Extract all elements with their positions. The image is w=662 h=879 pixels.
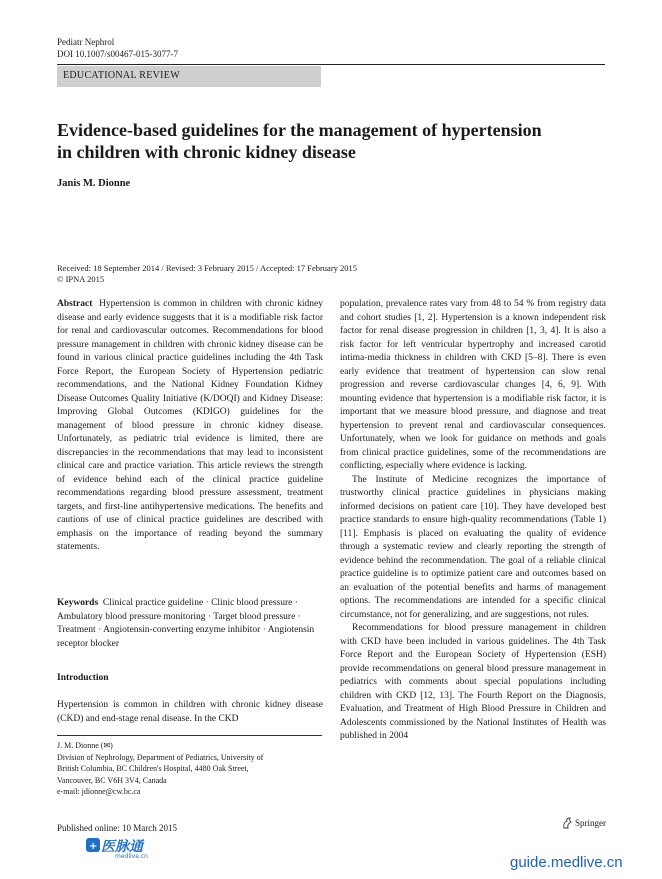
section-label: EDUCATIONAL REVIEW	[63, 70, 180, 81]
author-name: Janis M. Dionne	[57, 178, 131, 189]
author-footnote	[57, 740, 323, 798]
history-dates: Received: 18 September 2014 / Revised: 3 February 2015 / Accepted: 17 February 2015	[57, 263, 358, 273]
keywords	[57, 597, 323, 651]
title-line-2: in children with chronic kidney disease	[57, 142, 356, 162]
footnote-affiliation-3: Vancouver, BC V6H 3V4, Canada	[57, 775, 167, 785]
header-rule	[57, 64, 605, 65]
section-banner	[57, 66, 321, 87]
springer-horse-icon	[562, 817, 572, 829]
abstract-text: Hypertension is common in children with chronic kidney disease and early evidence suggests that it is a modifiable risk factor for renal and cardiovascular outcomes. Recommendations for blood pressure management in children with chronic kidney disease can be found in various clinical practice guidelines including the 4th Task Force Report, the European Society of Hypertension pediatric recommendations, and the National Kidney Foundation Kidney Disease Outcomes Quality Initiative (K/DOQI) and Kidney Disease: Improving Global Outcomes (KDIGO) guidelines for the management of blood pressure in chronic kidney disease. Unfortunately, as pediatric trial evidence is limited, there are discrepancies in the recommendations that may lead to inconsistent clinical care and practice variation. This article reviews the strength of evidence behind each of the clinical practice guideline recommendations regarding blood pressure assessment, treatment targets, and first-line antihypertensive medications. The benefits and cautions of use of clinical practice guidelines are described with emphasis on the importance of reading beyond the summary statements.	[57, 299, 324, 552]
article-title	[57, 119, 617, 163]
doi: DOI 10.1007/s00467-015-3077-7	[57, 49, 178, 59]
keywords-label: Keywords	[57, 598, 99, 608]
abstract	[57, 298, 323, 555]
footnote-affiliation-1: Division of Nephrology, Department of Pediatrics, University of	[57, 752, 264, 762]
footnote-email[interactable]: e-mail: jdionne@cw.bc.ca	[57, 787, 141, 797]
footnote-affiliation-2: British Columbia, BC Children's Hospital, 4480 Oak Street,	[57, 764, 249, 774]
body-right-column	[340, 298, 606, 744]
paragraph-prevalence: population, prevalence rates vary from 48 to 54 % from registry data and cohort studies [1, 2]. Hypertension is a known independent risk factor for renal disease progression in children [1, 3, 4]. It is also a risk factor for left ventricular hypertrophy and increased carotid intima-media thickness in children with CKD [5–8]. There is even early evidence that treatment of hypertension can slow renal progression and reverse cardiovascular changes [4, 6, 9]. With mounting evidence that hypertension is a modifiable risk factor, it is important that we measure blood pressure, and diagnose and treat hypertension to prevent renal and cardiovascular consequences. Unfortunately, when we look for guidance on methods and goals from clinical practice guidelines, some of the recommendations are conflicting, especially where evidence is lacking.	[340, 299, 606, 471]
abstract-label: Abstract	[57, 299, 93, 309]
title-line-1: Evidence-based guidelines for the management of hypertension	[57, 120, 542, 140]
footnote-name: J. M. Dionne (✉)	[57, 741, 113, 750]
footnote-rule	[57, 735, 322, 736]
journal-name: Pediatr Nephrol	[57, 37, 115, 47]
article-dates	[57, 263, 357, 285]
watermark-url[interactable]: guide.medlive.cn	[510, 854, 623, 871]
springer-label: Springer	[575, 818, 606, 828]
introduction-heading: Introduction	[57, 673, 109, 683]
introduction-text: Hypertension is common in children with chronic kidney disease (CKD) and end-stage renal disease. In the CKD	[57, 700, 323, 724]
medlive-logo-text: 医脉通	[101, 839, 143, 855]
keywords-text: Clinical practice guideline · Clinic blood pressure · Ambulatory blood pressure monitoring · Target blood pressure · Treatment · Angiotensin-converting enzyme inhibitor · Angiotensin receptor blocker	[57, 598, 315, 649]
paragraph-iom: The Institute of Medicine recognizes the importance of trustworthy clinical practice guidelines in physicians making informed decisions on patient care [10]. They have developed best practice standards to ensure high-quality recommendations (Table 1) [11]. Emphasis is placed on evaluating the quality of evidence through a systematic review and clearly reporting the strength of evidence behind the recommendation. The goal of a reliable clinical practice guideline is to optimize patient care and outcomes based on an evaluation of the potential benefits and harms of management options. The recommendations are intended for a specific clinical circumstance, not for generalizing, and are suggestions, not rules.	[340, 474, 606, 620]
medlive-logo	[85, 835, 155, 861]
copyright: © IPNA 2015	[57, 274, 105, 284]
svg-text:+: +	[89, 841, 98, 852]
springer-logo	[562, 817, 606, 829]
medlive-logo-sub: medlive.cn	[115, 853, 148, 860]
paragraph-guidelines: Recommendations for blood pressure management in children with CKD have been included in various guidelines. The 4th Task Force Report and the European Society of Hypertension (ESH) provide recommendations on general blood pressure management in pediatrics with comments about special populations including children with CKD [12, 13]. The Fourth Report on the Diagnosis, Evaluation, and Treatment of High Blood Pressure in Children and Adolescents commissioned by the National Institutes of Health was published in 2004	[340, 623, 606, 741]
published-online: Published online: 10 March 2015	[57, 823, 177, 833]
